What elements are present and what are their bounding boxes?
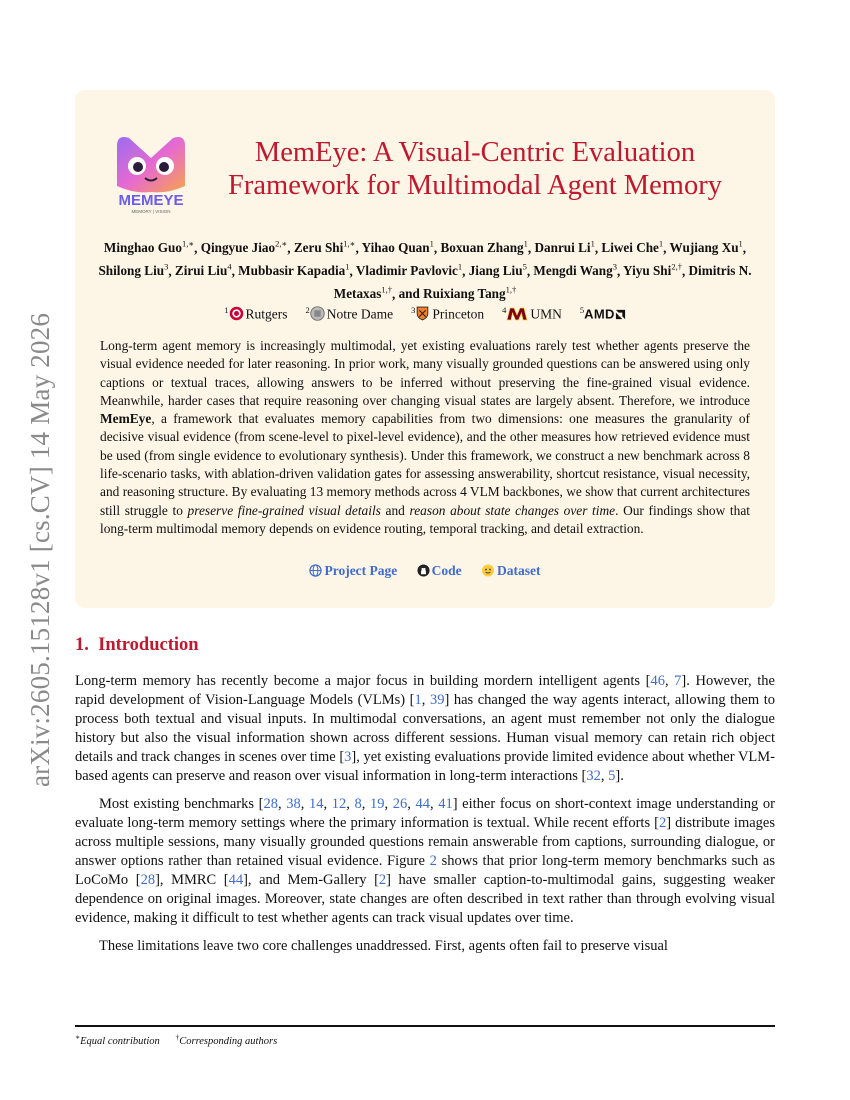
author-name: Minghao Guo$^{1,∗}$ [103,239,195,256]
globe-icon [309,564,322,577]
citation-link[interactable]: 44 [415,796,430,812]
intro-paragraph-3: These limitations leave two core challenges unaddressed. First, agents often fail to preserve visual [99,938,668,954]
section-heading-introduction: 1. Introduction [75,635,199,655]
author-name: Zirui Liu$^4$ [174,261,232,279]
framework-name: MemEye [100,411,152,427]
arxiv-identifier: arXiv:2605.15128v1 [cs.CV] 14 May 2026 [25,312,55,787]
author-name: Yiyu Shi$^{2,\dagger}$ [623,261,682,279]
svg-text:MEMEYE: MEMEYE [118,192,184,209]
citation-link[interactable]: 26 [392,796,408,812]
author-name: Dimitris N. Metaxas$^{1,\dagger}$ [333,263,752,302]
code-link[interactable]: Code [417,563,465,578]
affiliation-amd: $^5$AMD [580,300,626,325]
author-name: Boxuan Zhang$^1$ [440,239,528,256]
author-name: Wujiang Xu$^1$ [669,239,743,256]
footnote-rule [75,1025,775,1027]
citation-link[interactable]: 1 [414,692,422,708]
footnote-equal-contribution: ∗Equal contribution [75,1032,160,1047]
rutgers-icon [229,306,244,327]
citation-link[interactable]: 28 [140,872,156,888]
memeye-logo [107,128,195,214]
author-name: Mengdi Wang$^3$ [533,261,617,279]
author-name: Qingyue Jiao$^{2,∗}$ [200,239,288,256]
intro-paragraph-1: Long-term memory has recently become a major focus in building mordern intelligent agents [46, 7]. However, the rapid development of Vision-Language Models (VLMs) [1, 39] has changed the way agents interact, allowing them to process both textual and visual inputs. In multimodal conversations, an agent must remember not only the dialogue history but also the visual information shown across different sessions. Human visual memory can retain rich object details and track changes in scenes over time [3], yet existing evaluations provide limited evidence about whether VLM-based agents can preserve and reason over visual information in long-term interactions [32, 5]. [75,673,776,784]
svg-text:MEMORY | VISION: MEMORY | VISION [131,209,171,214]
affiliation-umn: $^4$ UMN [502,300,562,327]
citation-link[interactable]: 8 [354,796,362,812]
affiliations [90,300,760,327]
huggingface-icon [481,564,495,577]
footnotes [75,1032,277,1047]
paper-title: MemEye: A Visual-Centric Evaluation Framework for Multimodal Agent Memory [228,137,722,201]
author-name: Danrui Li$^1$ [534,239,595,256]
abstract: Long-term agent memory is increasingly multimodal, yet existing evaluations rarely test whether agents preserve the visual evidence needed for later reasoning. In prior work, many visually grounded questions can be answered using only captions or textual traces, allowing answers to be inferred without preserving the fine-grained visual evidence. Meanwhile, harder cases that require reasoning over changing visual states are largely absent. Therefore, we introduce MemEye, a framework that evaluates memory capabilities from two dimensions: one measures the granularity of decisive visual evidence (from scene-level to pixel-level evidence), and the other measures how retrieved evidence must be used (from single evidence to evolutionary synthesis). Under this framework, we construct a new benchmark across 8 life-scenario tasks, with ablation-driven validation gates for assessing answerability, shortcut resistance, visual necessity, and reasoning structure. By evaluating 13 memory methods across 4 VLM backbones, we show that current architectures still struggle to preserve fine-grained visual details and reason about state changes over time. Our findings show that long-term multimodal memory depends on evidence routing, temporal tracking, and detail extraction. [100,338,751,536]
citation-link[interactable]: 12 [331,796,347,812]
citation-link[interactable]: 2 [378,872,387,888]
author-name: and Ruixiang Tang$^{1,\dagger}$ [398,284,517,302]
citation-link[interactable]: 38 [286,796,301,812]
citation-link[interactable]: 39 [429,692,445,708]
citation-link[interactable]: 2 [658,815,667,831]
citation-link[interactable]: 44 [228,872,244,888]
citation-link[interactable]: 28 [263,796,278,812]
dataset-link[interactable]: Dataset [481,563,541,578]
intro-paragraph-2: Most existing benchmarks [28, 38, 14, 12, 8, 19, 26, 44, 41] either focus on short-context image understanding or evaluate long-term memory settings where the primary information is textual. While recent efforts [2] distribute images across multiple sessions, many visually grounded questions remain answerable from captions, surrounding dialogue, or answer options rather than retained visual evidence. Figure 2 shows that prior long-term memory benchmarks such as LoCoMo [28], MMRC [44], and Mem-Gallery [2] have smaller caption-to-multimodal gains, suggesting weaker dependence on original images. Moreover, state changes are often described in text rather than through evolving visual evidence, making it difficult to test whether agents can track visual updates over time. [75,796,775,926]
citation-link[interactable]: 46 [650,673,665,689]
affiliation-rutgers: $^1$ Rutgers [224,300,287,327]
project-page-link[interactable]: Project Page [309,563,400,578]
author-name: Yihao Quan$^1$ [361,239,434,256]
citation-link[interactable]: 19 [369,796,385,812]
citation-link[interactable]: 32 [586,768,601,784]
affiliation-princeton: $^3$ Princeton [411,300,484,327]
citation-link[interactable]: 5 [608,768,616,784]
citation-link[interactable]: 7 [674,673,682,689]
princeton-icon [415,306,430,327]
introduction-body [75,672,775,965]
author-name: Zeru Shi$^{1,∗}$ [293,239,356,256]
author-name: Liwei Che$^1$ [601,239,664,256]
notre-dame-icon [310,306,325,327]
umn-icon [506,307,528,327]
amd-arrow-icon [615,307,626,322]
citation-link[interactable]: 3 [344,749,352,765]
author-list: Minghao Guo$^{1,∗}$, Qingyue Jiao$^{2,∗}$, Zeru Shi$^{1,∗}$, Yihao Quan$^1$, Boxuan Zhang$^1$, Danrui Li$^1$, Liwei Che$^1$, Wujiang Xu$^1$, Shilong Liu$^3$, Zirui Liu$^4$, Mubbasir Kapadia$^1$, Vladimir Pavlovic$^1$, Jiang Liu$^5$, Mengdi Wang$^3$, Yiyu Shi$^{2,\dagger}$, Dimitris N. Metaxas$^{1,\dagger}$, and Ruixiang Tang$^{1,\dagger}$ [98,239,752,302]
footnote-corresponding: †Corresponding authors [175,1032,278,1047]
amd-logo: AMD [584,306,615,322]
author-name: Mubbasir Kapadia$^1$ [238,261,350,279]
affiliation-notre-dame: $^2$ Notre Dame [306,300,394,327]
author-name: Vladimir Pavlovic$^1$ [355,261,463,279]
citation-link[interactable]: 2 [429,853,437,869]
github-icon [417,564,430,577]
resource-links [90,563,760,579]
author-name: Shilong Liu$^3$ [98,261,169,279]
author-name: Jiang Liu$^5$ [468,261,527,279]
citation-link[interactable]: 14 [308,796,324,812]
citation-link[interactable]: 41 [438,796,453,812]
